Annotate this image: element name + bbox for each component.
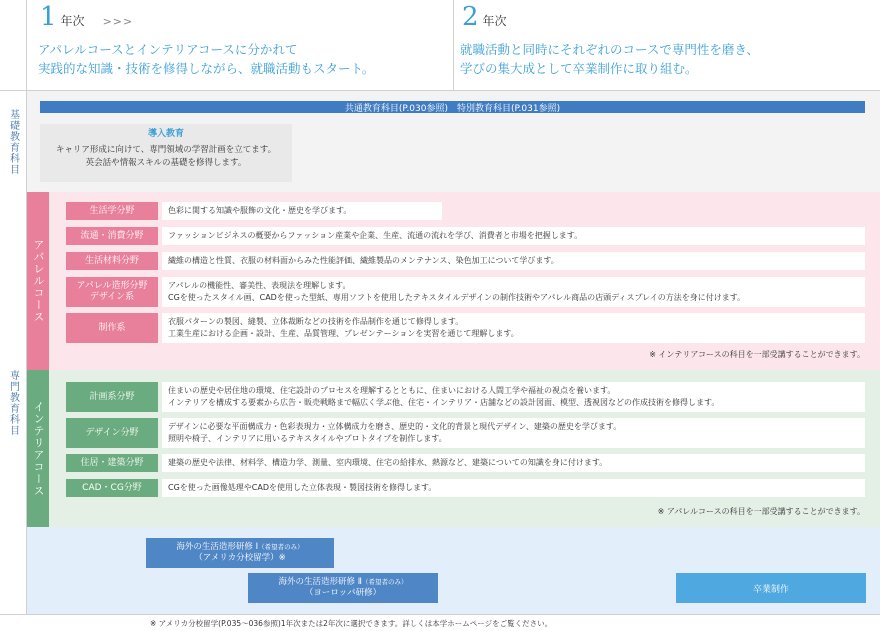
intro-title: 導入教育 <box>147 129 184 139</box>
desc-architecture: 建築の歴史や法律、材料学、構造力学、測量、室内環境、住宅の給排水、熱源など、建築についての知識を身に付けます。 <box>162 454 865 472</box>
tag-cad-cg: CAD・CG分野 <box>66 479 158 497</box>
desc-materials: 繊維の構造と性質、衣服の材料面からみた性能評価、繊維製品のメンテナンス、染色加工について学びます。 <box>162 252 865 270</box>
year2-number: 2 <box>462 2 479 32</box>
tag-architecture: 住居・建築分野 <box>66 454 158 472</box>
arrows-icon: >>> <box>102 15 134 28</box>
year1-lead: アパレルコースとインテリアコースに分かれて 実践的な知識・技術を修得しながら、就職活動もスタート。 <box>38 42 375 76</box>
tag-life-studies: 生活学分野 <box>66 202 158 220</box>
year1-label: 年次 <box>60 14 85 28</box>
apparel-note: ※ インテリアコースの科目を一部受講することができます。 <box>649 350 865 359</box>
desc-planning: 住まいの歴史や居住地の環境、住宅設計のプロセスを理解するとともに、住まいにおける人間工学や福祉の視点を養います。 インテリアを構成する要素から広告・販売戦略まで幅広く学ぶ他、住宅・インテリア・店舗などの設計図面、模型、透視図などの作成技術を修得します。 <box>162 382 865 412</box>
tag-planning: 計画系分野 <box>66 382 158 412</box>
trip2-title: 海外の生活造形研修 Ⅱ <box>278 577 362 587</box>
overseas-training-1 <box>146 538 334 568</box>
basic-side-label: 基礎教育科目 <box>7 108 19 175</box>
interior-course-label: インテリアコース <box>27 370 49 527</box>
tag-production: 制作系 <box>66 313 158 343</box>
overseas-training-2 <box>248 573 438 603</box>
graduation-project: 卒業制作 <box>676 573 866 603</box>
footnote: ※ アメリカ分校留学(P.035〜036参照)1年次または2年次に選択できます。詳しくは本学ホームページをご覧ください。 <box>150 619 553 628</box>
desc-design: デザインに必要な平面構成力・色彩表現力・立体構成力を磨き、歴史的・文化的背景と現代デザイン、建築の歴史を学びます。 照明や椅子、インテリアに用いるテキスタイルやプロトタイプを制作します。 <box>162 418 865 448</box>
specialized-side-label: 専門教育科目 <box>7 370 19 436</box>
trip1-title: 海外の生活造形研修 Ⅰ <box>176 542 259 552</box>
tag-materials: 生活材料分野 <box>66 252 158 270</box>
trip2-optional: （希望者のみ） <box>361 578 408 586</box>
trip2-subtitle: （ヨーロッパ研修） <box>304 588 382 598</box>
intro-education-box <box>40 124 292 182</box>
tag-distribution: 流通・消費分野 <box>66 227 158 245</box>
year2-heading <box>462 4 507 30</box>
tag-apparel-design: アパレル造形分野 デザイン系 <box>66 277 158 307</box>
desc-apparel-design: アパレルの機能性、審美性、表現法を理解します。 CGを使ったスタイル画、CADを使った型紙、専用ソフトを使用したテキスタイルデザインの制作技術やアパレル商品の店頭ディスプレイの方法を身に付けます。 <box>162 277 865 307</box>
tag-design: デザイン分野 <box>66 418 158 448</box>
desc-cad-cg: CGを使った画像処理やCADを使用した立体表現・製図技術を修得します。 <box>162 479 865 497</box>
desc-life-studies: 色彩に関する知識や服飾の文化・歴史を学びます。 <box>162 202 442 220</box>
interior-note: ※ アパレルコースの科目を一部受講することができます。 <box>657 507 865 516</box>
apparel-course-label: アパレルコース <box>27 192 49 370</box>
year1-number: 1 <box>40 2 57 32</box>
year2-label: 年次 <box>482 14 507 28</box>
bottom-divider <box>0 614 880 615</box>
desc-distribution: ファッションビジネスの概要からファッション産業や企業、生産、流通の流れを学び、消費者と市場を把握します。 <box>162 227 865 245</box>
desc-production: 衣服パターンの製図、縫製、立体裁断などの技術を作品制作を通じて修得します。 工業生産における企画・設計、生産、品質管理、プレゼンテーションを実習を通じて理解します。 <box>162 313 865 343</box>
common-subjects-band: 共通教育科目(P.030参照) 特別教育科目(P.031参照) <box>40 101 865 113</box>
year2-lead: 就職活動と同時にそれぞれのコースで専門性を磨き、 学びの集大成として卒業制作に取り組む。 <box>460 42 759 76</box>
trip1-subtitle: （アメリカ分校留学）※ <box>194 553 286 563</box>
intro-text: キャリア形成に向けて、専門領域の学習計画を立てます。 英会話や情報スキルの基礎を修得します。 <box>55 145 277 168</box>
year1-heading <box>40 4 133 30</box>
trip1-optional: （希望者のみ） <box>258 543 304 551</box>
